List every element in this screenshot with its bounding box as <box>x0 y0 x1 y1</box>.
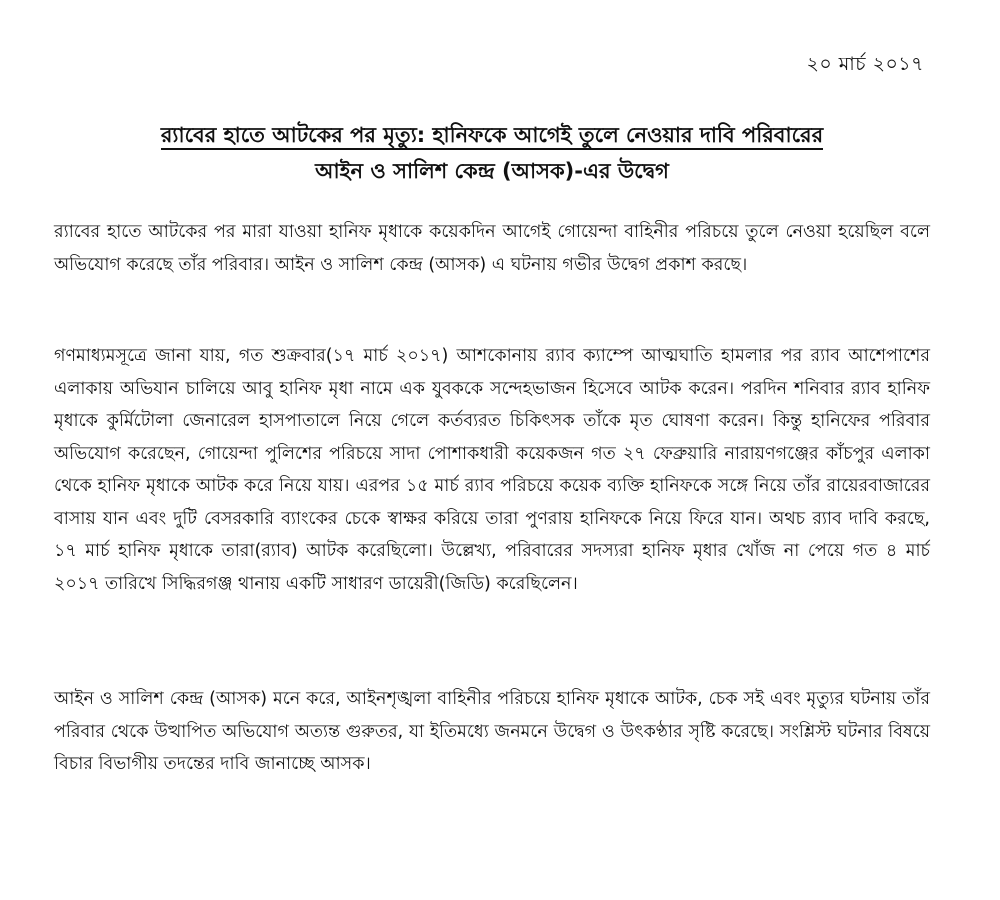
headline-text: র‌্যাবের হাতে আটকের পর মৃত্যু: হানিফকে আগেই তুলে নেওয়ার দাবি পরিবারের <box>161 123 823 150</box>
headline <box>54 120 930 150</box>
body-paragraph-3: আইন ও সালিশ কেন্দ্র (আসক) মনে করে, আইনশৃঙ্খলা বাহিনীর পরিচয়ে হানিফ মৃধাকে আটক, চেক সই এবং মৃত্যুর ঘটনায় তাঁর পরিবার থেকে উত্থাপিত অভিযোগ অত্যন্ত গুরুতর, যা ইতিমধ্যে জনমনে উদ্বেগ ও উৎকণ্ঠার সৃষ্টি করেছে। সংশ্লিস্ট ঘটনার বিষয়ে বিচার বিভাগীয় তদন্তের দাবি জানাচ্ছে আসক। <box>54 689 930 774</box>
release-date: ২০ মার্চ ২০১৭ <box>806 53 924 75</box>
body-paragraph-2: গণমাধ্যমসূত্রে জানা যায়, গত শুক্রবার(১৭ মার্চ ২০১৭) আশকোনায় র‌্যাব ক্যাম্পে আত্মঘাতি হামলার পর র‌্যাব আশেপাশের এলাকায় অভিযান চালিয়ে আবু হানিফ মৃধা নামে এক যুবককে সন্দেহভাজন হিসেবে আটক করেন। পরদিন শনিবার র‌্যাব হানিফ মৃধাকে কুর্মিটোলা জেনারেল হাসপাতালে নিয়ে গেলে কর্তব্যরত চিকিৎসক তাঁকে মৃত ঘোষণা করেন। কিন্তু হানিফের পরিবার অভিযোগ করেছেন, গোয়েন্দা পুলিশের পরিচয়ে সাদা পোশাকধারী কয়েকজন গত ২৭ ফেব্রুয়ারি নারায়ণগঞ্জের কাঁচপুর এলাকা থেকে হানিফ মৃধাকে আটক করে নিয়ে যায়। এরপর ১৫ মার্চ র‌্যাব পরিচয়ে কয়েক ব্যক্তি হানিফকে সঙ্গে নিয়ে তাঁর রায়েরবাজারের বাসায় যান এবং দুটি বেসরকারি ব্যাংকের চেকে স্বাক্ষর করিয়ে তারা পুণরায় হানিফকে নিয়ে ফিরে যান। অথচ র‌্যাব দাবি করছে, ১৭ মার্চ হানিফ মৃধাকে তারা(র‌্যাব) আটক করেছিলো। উল্লেখ্য, পরিবারের সদস্যরা হানিফ মৃধার খোঁজ না পেয়ে গত ৪ মার্চ ২০১৭ তারিখে সিদ্ধিরগঞ্জ থানায় একটি সাধারণ ডায়েরী(জিডি) করেছিলেন। <box>54 346 930 594</box>
body-paragraph-1: র‌্যাবের হাতে আটকের পর মারা যাওয়া হানিফ মৃধাকে কয়েকদিন আগেই গোয়েন্দা বাহিনীর পরিচয়ে তুলে নেওয়া হয়েছিল বলে অভিযোগ করেছে তাঁর পরিবার। আইন ও সালিশ কেন্দ্র (আসক) এ ঘটনায় গভীর উদ্বেগ প্রকাশ করছে। <box>54 222 930 275</box>
subheadline: আইন ও সালিশ কেন্দ্র (আসক)-এর উদ্বেগ <box>315 159 669 183</box>
